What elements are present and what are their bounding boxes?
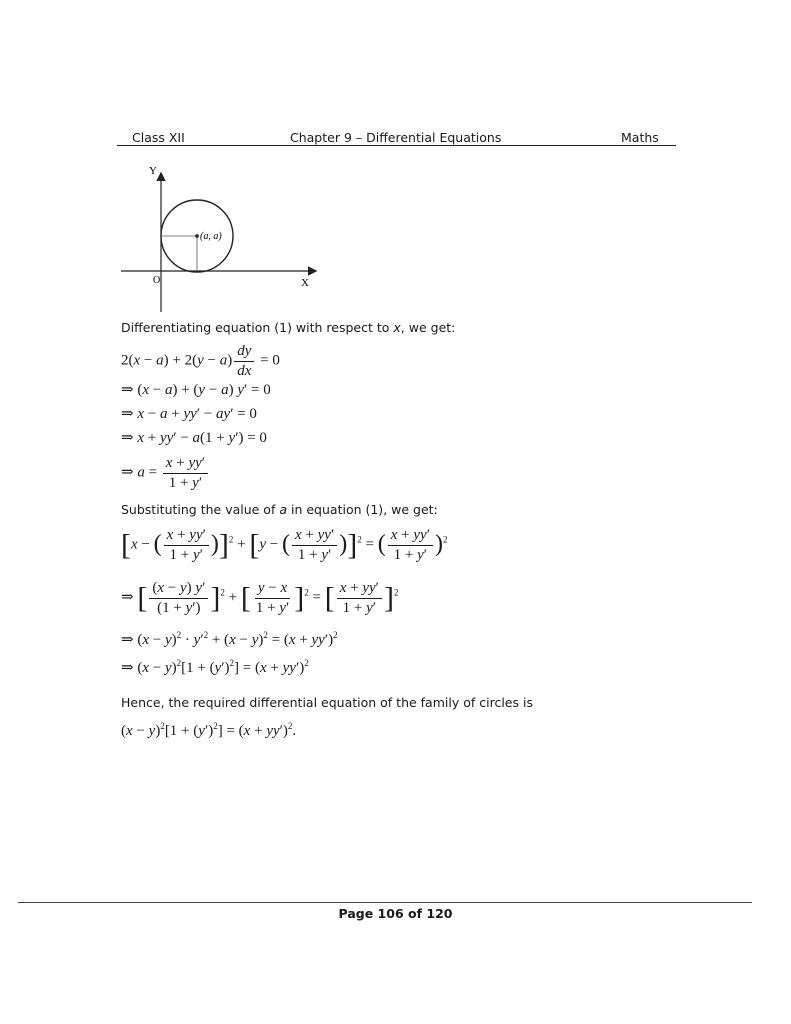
y-axis-label: Y: [149, 165, 157, 177]
equation-7: ⇒ [ $\frac{(x - y) y'}{(1 + y')}$ ]$^2$ + [ $\frac{y - x}{1 + y'}$ ]$^2$ = [ $\frac{x + yy'}{1 + y'}$ ]$^2$: [121, 580, 399, 616]
paragraph-differentiating: [121, 320, 455, 335]
center-point: [195, 234, 199, 238]
circle-figure: [115, 160, 330, 320]
x-axis-label: X: [301, 277, 309, 289]
p1-after: , we get:: [400, 320, 456, 335]
equation-3: ⇒ x − a + yy′ − ay′ = 0: [121, 406, 257, 422]
equation-final: $(x - y)^2[1 + (y')^2] = (x + yy')^2$.: [121, 721, 297, 739]
paragraph-substituting: [121, 502, 438, 517]
paragraph-conclusion: Hence, the required differential equation of the family of circles is: [121, 695, 533, 710]
header-subject: Maths: [621, 130, 659, 145]
equation-9: ⇒ $(x - y)^2[1 + (y')^2] = (x + yy')^2$: [121, 658, 309, 676]
p1-var: x: [393, 320, 401, 335]
header-divider: [117, 145, 676, 146]
page-number: Page 106 of 120: [338, 906, 453, 921]
origin-label: O: [153, 275, 161, 286]
footer-divider: [18, 902, 752, 903]
equation-2: ⇒ (x − a) + (y − a) y′ = 0: [121, 382, 271, 398]
p2-after: in equation (1), we get:: [287, 502, 438, 517]
equation-6: [x − ( $\frac{x + yy'}{1 + y'}$ )]$^2$ + [y − ( $\frac{x + yy'}{1 + y'}$ )]$^2$ = ( $\frac{x + yy'}{1 + y'}$ )$^2$: [121, 527, 448, 563]
equation-4: ⇒ x + yy′ − a(1 + y′) = 0: [121, 430, 267, 446]
equation-5: ⇒ a = $\frac{x + yy'}{1 + y'}$: [121, 455, 210, 491]
p1-before: Differentiating equation (1) with respect to: [121, 320, 394, 335]
header-class: Class XII: [132, 130, 185, 145]
p2-before: Substituting the value of: [121, 502, 280, 517]
header-chapter: Chapter 9 – Differential Equations: [290, 130, 502, 145]
equation-8: ⇒ $(x - y)^2 \cdot y'^2 + (x - y)^2 = (x + yy')^2$: [121, 630, 338, 648]
center-label: (a, a): [200, 231, 222, 242]
equation-1: 2(x − a) + 2(y − a) $\frac{dy}{dx}$ = 0: [121, 343, 280, 379]
p2-var: a: [279, 502, 288, 517]
